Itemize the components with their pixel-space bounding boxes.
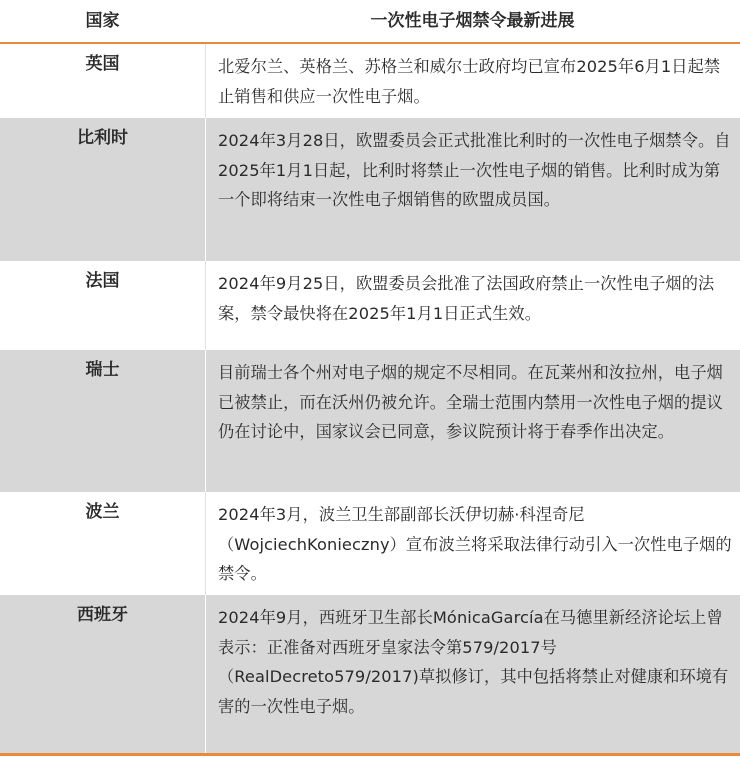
country-cell: 瑞士 [85,360,120,380]
country-cell: 比利时 [77,128,128,148]
country-cell: 波兰 [85,502,120,522]
column-divider [205,118,206,261]
column-divider [205,492,206,595]
table-row-switzerland [0,350,740,492]
table-row-belgium [0,118,740,261]
header-progress: 一次性电子烟禁令最新进展 [370,11,575,31]
progress-cell: 北爱尔兰、英格兰、苏格兰和威尔士政府均已宣布2025年6月1日起禁止销售和供应一次性电子烟。 [218,57,721,106]
country-cell: 法国 [85,271,120,291]
table-bottom-rule [0,753,740,756]
progress-cell: 目前瑞士各个州对电子烟的规定不尽相同。在瓦莱州和汝拉州，电子烟已被禁止，而在沃州仍被允许。全瑞士范围内禁用一次性电子烟的提议仍在讨论中，国家议会已同意，参议院预计将于春季作出决定。 [218,363,723,441]
column-divider [205,595,206,753]
progress-cell: 2024年9月25日，欧盟委员会批准了法国政府禁止一次性电子烟的法案，禁令最快将在2025年1月1日正式生效。 [218,274,715,323]
column-divider [205,44,206,118]
progress-cell: 2024年9月，西班牙卫生部长MónicaGarcía在马德里新经济论坛上曾表示：正准备对西班牙皇家法令第579/2017号（RealDecreto579/2017)草拟修订，其中包括将禁止对健康和环境有害的一次性电子烟。 [218,608,729,716]
table-row-uk [0,44,740,118]
column-divider [205,261,206,350]
table-header [0,0,740,44]
table-row-spain [0,595,740,753]
country-cell: 西班牙 [77,605,128,625]
table-row-poland [0,492,740,595]
column-divider [205,350,206,492]
table-row-france [0,261,740,350]
country-cell: 英国 [85,54,120,74]
header-country: 国家 [85,11,120,31]
progress-cell: 2024年3月28日，欧盟委员会正式批准比利时的一次性电子烟禁令。自2025年1月1日起，比利时将禁止一次性电子烟的销售。比利时成为第一个即将结束一次性电子烟销售的欧盟成员国。 [218,131,731,209]
progress-cell: 2024年3月，波兰卫生部副部长沃伊切赫·科涅奇尼（WojciechKonieczny）宣布波兰将采取法律行动引入一次性电子烟的禁令。 [218,505,732,583]
